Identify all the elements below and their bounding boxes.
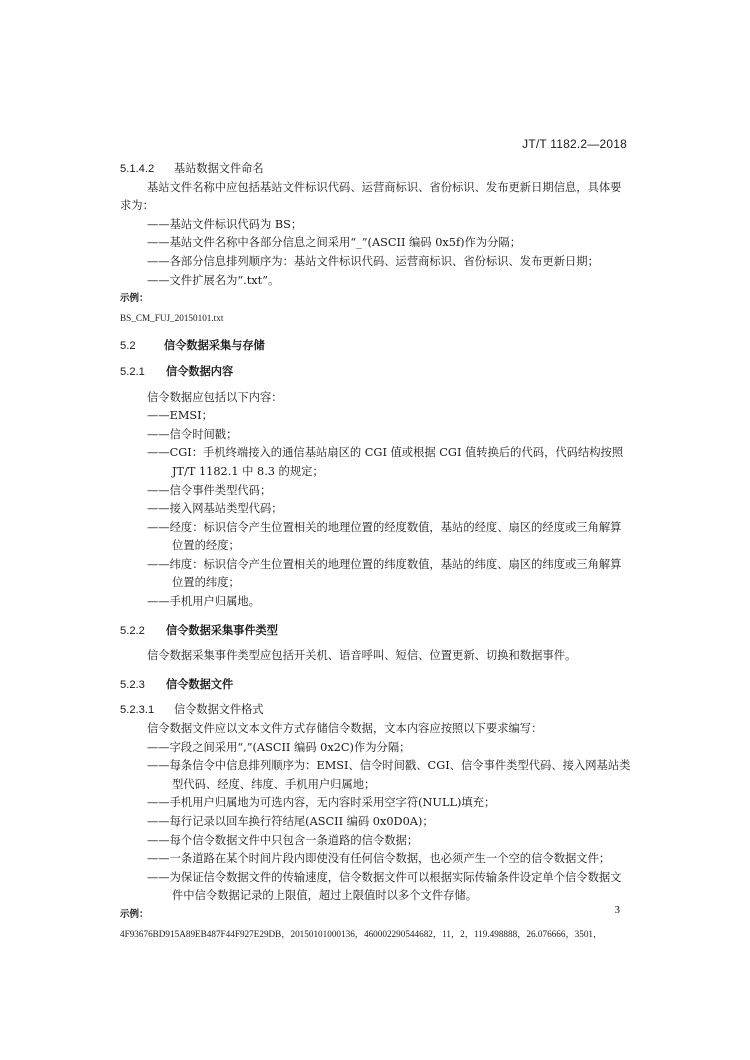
list-item: ——文件扩展名为“.txt”。 — [147, 273, 280, 287]
list-item: ——基站文件标识代码为 BS； — [147, 217, 303, 231]
paragraph: 信令数据应包括以下内容： — [147, 390, 283, 404]
section-5-2-3-1-heading — [120, 701, 632, 720]
paragraph: 基站文件名称中应包括基站文件标识代码、运营商标识、省份标识、发布更新日期信息，具体要求为： — [120, 180, 622, 213]
list-item: ——经度：标识信令产生位置相关的地理位置的经度数值，基站的经度、扇区的经度或三角解算位置的经度； — [147, 520, 622, 553]
list-item: ——EMSI； — [147, 409, 213, 423]
example-label: 示例： — [120, 293, 149, 305]
section-number: 5.2.2 — [120, 624, 145, 637]
list-item: ——信令时间戳； — [147, 427, 238, 441]
list-item: ——手机用户归属地为可选内容，无内容时采用空字符(NULL)填充； — [147, 796, 496, 810]
example-text: BS_CM_FUJ_20150101.txt — [120, 312, 224, 323]
list-item: ——各部分信息排列顺序为：基站文件标识代码、运营商标识、省份标识、发布更新日期； — [147, 254, 599, 268]
list-item: ——基站文件名称中各部分信息之间采用“_”(ASCII 编码 0x5f)作为分隔； — [147, 236, 522, 250]
list-item: ——接入网基站类型代码； — [147, 502, 283, 516]
paragraph: 信令数据文件应以文本文件方式存储信令数据，文本内容应按照以下要求编写： — [147, 722, 543, 736]
section-title: 信令数据文件 — [166, 677, 234, 691]
section-title: 信令数据内容 — [166, 364, 234, 378]
section-5-2-1-heading — [120, 363, 632, 382]
section-number: 5.1.4.2 — [120, 163, 155, 175]
section-5-2-heading — [120, 337, 632, 356]
list-item: ——纬度：标识信令产生位置相关的地理位置的纬度数值，基站的纬度、扇区的纬度或三角解算位置的纬度； — [147, 557, 622, 590]
section-number: 5.2.3.1 — [120, 704, 155, 717]
section-number: 5.2 — [120, 340, 136, 353]
paragraph: 信令数据采集事件类型应包括开关机、语音呼叫、短信、位置更新、切换和数据事件。 — [147, 649, 577, 663]
list-item: ——手机用户归属地。 — [147, 595, 260, 609]
list-item: ——为保证信令数据文件的传输速度，信令数据文件可以根据实际传输条件设定单个信令数据文件中信令数据记录的上限值，超过上限值时以多个文件存储。 — [147, 870, 622, 903]
section-number: 5.2.3 — [120, 678, 145, 691]
list-item: ——一条道路在某个时间片段内即使没有任何信令数据，也必须产生一个空的信令数据文件； — [147, 852, 611, 866]
section-5-1-4-2-heading — [120, 160, 632, 179]
list-item: ——CGI：手机终端接入的通信基站扇区的 CGI 值或根据 CGI 值转换后的代码，代码结构按照 JT/T 1182.1 中 8.3 的规定； — [147, 446, 624, 478]
standard-code: JT/T 1182.2—2018 — [522, 137, 627, 151]
section-title: 基站数据文件命名 — [174, 162, 264, 175]
section-5-2-2-heading — [120, 622, 632, 641]
list-item: ——字段之间采用“,”(ASCII 编码 0x2C)作为分隔； — [147, 740, 411, 754]
list-item: ——每条信令中信息排列顺序为：EMSI、信令时间戳、CGI、信令事件类型代码、接入网基站类型代码、经度、纬度、手机用户归属地； — [147, 759, 631, 791]
page-number: 3 — [614, 904, 620, 916]
example-text: 4F93676BD915A89EB487F44F927E29DB，20150101000136，460002290544682，11，2，119.498888，26.076666，3501， — [120, 928, 603, 939]
document-body — [120, 160, 632, 943]
section-5-2-3-heading — [120, 676, 632, 695]
list-item: ——每行记录以回车换行符结尾(ASCII 编码 0x0D0A)； — [147, 815, 434, 828]
section-title: 信令数据文件格式 — [174, 703, 264, 717]
example-label: 示例： — [120, 908, 149, 920]
list-item: ——信令事件类型代码； — [147, 483, 272, 497]
section-title: 信令数据采集与存储 — [164, 339, 265, 353]
section-title: 信令数据采集事件类型 — [166, 623, 278, 637]
list-item: ——每个信令数据文件中只包含一条道路的信令数据； — [147, 833, 419, 847]
section-number: 5.2.1 — [120, 365, 145, 378]
